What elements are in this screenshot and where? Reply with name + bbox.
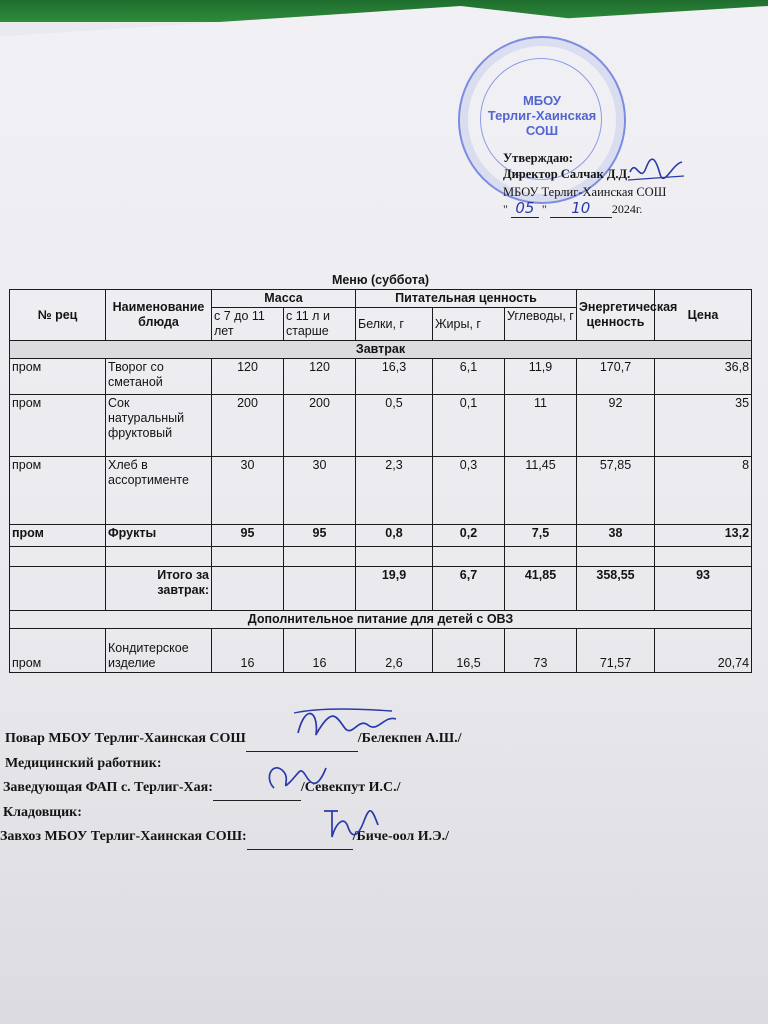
cell-mass-a: 16 (212, 629, 284, 673)
cell-fat: 0,2 (433, 525, 505, 547)
cell-carbs: 7,5 (505, 525, 577, 547)
cell-carbs: 11 (505, 395, 577, 457)
header-fat: Жиры, г (433, 308, 505, 341)
cell-dish: Кондитерское изделие (106, 629, 212, 673)
fap-name: /Севекпут И.С./ (300, 780, 401, 795)
fap-label: Заведующая ФАП с. Терлиг-Хая: (3, 780, 213, 795)
cell-mass-a: 120 (212, 359, 284, 395)
table-row (10, 629, 752, 673)
approval-school: МБОУ Терлиг-Хаинская СОШ (503, 185, 667, 199)
cell-protein: 0,5 (356, 395, 433, 457)
cell-energy: 38 (577, 525, 655, 547)
cell-mass-b: 30 (284, 457, 356, 525)
stamp-line-3: СОШ (525, 123, 559, 138)
cell-dish: Творог со сметаной (106, 359, 212, 395)
header-carbs: Углеводы, г (505, 308, 577, 341)
supply-signature-icon (318, 803, 388, 845)
cell-mass-a: 200 (212, 395, 284, 457)
header-nutrition: Питательная ценность (356, 290, 577, 308)
cell-fat: 6,1 (433, 359, 505, 395)
cell-price: 8 (655, 457, 752, 525)
approval-title: Утверждаю: (503, 151, 573, 165)
director-signature-icon (626, 154, 686, 188)
cell-recipe: пром (10, 359, 106, 395)
supply-name: /Биче-оол И.Э./ (352, 829, 450, 844)
total-energy: 358,55 (577, 567, 655, 611)
cell-price: 35 (655, 395, 752, 457)
cell-fat: 0,1 (433, 395, 505, 457)
cell-carbs: 73 (505, 629, 577, 673)
store-label: Кладовщик: (3, 805, 82, 820)
header-mass: Масса (212, 290, 356, 308)
header-recipe: № рец (10, 290, 106, 341)
cell-dish: Фрукты (106, 525, 212, 547)
cook-signature-icon (292, 705, 402, 745)
cell-protein: 2,6 (356, 629, 433, 673)
cell-mass-a: 30 (212, 457, 284, 525)
date-close-quote: " (541, 202, 547, 216)
approval-director: Директор Салчак Д.Д. (503, 167, 631, 181)
header-mass-11-plus: с 11 л и старше (284, 308, 356, 341)
cell-carbs: 11,9 (505, 359, 577, 395)
date-month: 10 (571, 199, 591, 217)
cell-dish: Сок натуральный фруктовый (106, 395, 212, 457)
cell-recipe: пром (10, 457, 106, 525)
header-energy: Энергетическая ценность (577, 290, 655, 341)
cell-mass-b: 16 (284, 629, 356, 673)
signatures-block (0, 727, 768, 850)
stamp-text (460, 93, 624, 138)
cell-recipe: пром (10, 525, 106, 547)
menu-table (9, 272, 752, 673)
section-extra-nutrition: Дополнительное питание для детей с ОВЗ (10, 611, 752, 629)
cell-recipe: пром (10, 395, 106, 457)
date-open-quote: " (503, 202, 508, 216)
date-day: 05 (515, 199, 535, 217)
supply-label: Завхоз МБОУ Терлиг-Хаинская СОШ: (0, 829, 247, 844)
table-row (10, 359, 752, 395)
cell-price: 13,2 (655, 525, 752, 547)
table-title: Меню (суббота) (331, 273, 430, 287)
table-row (10, 457, 752, 525)
stamp-line-2: Терлиг-Хаинская (487, 108, 597, 123)
header-dish-name: Наименование блюда (106, 290, 212, 341)
cell-protein: 16,3 (356, 359, 433, 395)
header-price: Цена (655, 290, 752, 341)
total-price: 93 (655, 567, 752, 611)
total-fat: 6,7 (433, 567, 505, 611)
cook-signature-line (0, 727, 768, 752)
total-label: Итого за завтрак: (106, 567, 212, 611)
approval-date (503, 200, 666, 218)
cell-dish: Хлеб в ассортименте (106, 457, 212, 525)
date-year: 2024г. (611, 202, 643, 216)
fap-signature-line (0, 776, 768, 801)
date-month-field (550, 200, 612, 218)
cell-mass-b: 200 (284, 395, 356, 457)
cell-mass-b: 120 (284, 359, 356, 395)
cell-recipe: пром (10, 629, 106, 673)
cell-energy: 92 (577, 395, 655, 457)
cell-energy: 57,85 (577, 457, 655, 525)
table-row (10, 395, 752, 457)
header-mass-7-11: с 7 до 11 лет (212, 308, 284, 341)
cell-mass-b: 95 (284, 525, 356, 547)
total-carbs: 41,85 (505, 567, 577, 611)
date-day-field (511, 200, 539, 218)
cell-price: 36,8 (655, 359, 752, 395)
cell-fat: 16,5 (433, 629, 505, 673)
cell-price: 20,74 (655, 629, 752, 673)
cell-protein: 2,3 (356, 457, 433, 525)
cell-mass-a: 95 (212, 525, 284, 547)
med-label: Медицинский работник: (5, 756, 162, 771)
cell-energy: 170,7 (577, 359, 655, 395)
cell-protein: 0,8 (356, 525, 433, 547)
supply-signature-line (0, 825, 768, 850)
section-breakfast: Завтрак (10, 341, 752, 359)
cook-label: Повар МБОУ Терлиг-Хаинская СОШ (5, 731, 246, 746)
total-row (10, 567, 752, 611)
fap-signature-icon (262, 758, 332, 798)
stamp-line-1: МБОУ (522, 93, 562, 108)
table-row (10, 525, 752, 547)
cook-name: /Белекпен А.Ш./ (357, 731, 462, 746)
cell-energy: 71,57 (577, 629, 655, 673)
header-protein: Белки, г (356, 308, 433, 341)
total-protein: 19,9 (356, 567, 433, 611)
empty-row (10, 547, 752, 567)
cell-fat: 0,3 (433, 457, 505, 525)
cell-carbs: 11,45 (505, 457, 577, 525)
